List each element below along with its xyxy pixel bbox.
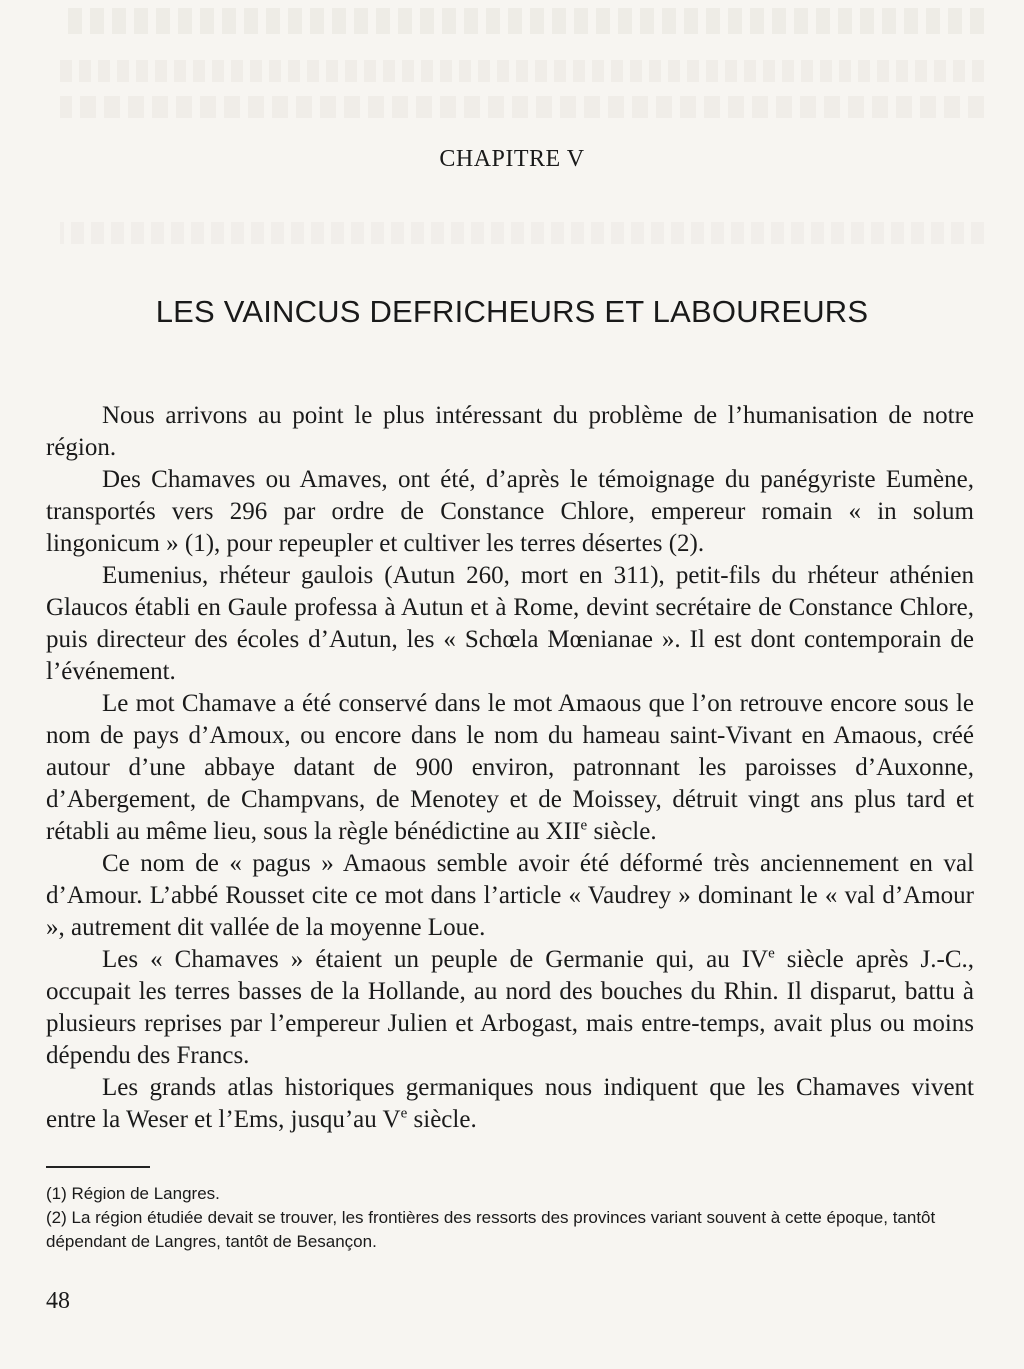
paragraph (46, 400, 974, 464)
paragraph-text: Ce nom de « pagus » Amaous semble avoir été déformé très anciennement en val d’Amour. L’abbé Rousset cite ce mot dans l’article « Vaudrey » dominant le « val d’Amour », autrement dit vallée de la moyenne Loue. (46, 850, 974, 941)
show-through-texture (60, 8, 984, 34)
paragraph-text: Nous arrivons au point le plus intéressant du problème de l’humanisation de notre région. (46, 402, 974, 461)
paragraph (46, 688, 974, 848)
show-through-texture (60, 60, 984, 82)
paragraph-text: Eumenius, rhéteur gaulois (Autun 260, mort en 311), petit-fils du rhéteur athénien Glaucos établi en Gaule professa à Autun et à Rome, devint secrétaire de Constance Chlore, puis directeur des écoles d’Autun, les « Schœla Mœnianae ». Il est dont contemporain de l’événement. (46, 562, 974, 685)
footnotes (46, 1182, 980, 1254)
superscript: e (768, 945, 775, 962)
superscript: e (580, 817, 588, 834)
paragraph (46, 1072, 974, 1136)
paragraph-text: Les grands atlas historiques germaniques nous indiquent que les Chamaves vivent entre la Weser et l’Ems, jusqu’au V (46, 1074, 974, 1133)
paragraph (46, 464, 974, 560)
body-text (46, 400, 974, 1136)
page-number: 48 (46, 1288, 70, 1314)
paragraph-text: Le mot Chamave a été conservé dans le mot Amaous que l’on retrouve encore sous le nom de pays d’Amoux, ou encore dans le nom du hameau saint-Vivant en Amaous, créé autour d’une abbaye datant de 900 environ, patronnant les paroisses d’Auxonne, d’Abergement, de Champvans, de Menotey et de Moissey, détruit vingt ans plus tard et rétabli au même lieu, sous la règle bénédictine au XII (46, 690, 974, 845)
paragraph (46, 848, 974, 944)
chapter-title: LES VAINCUS DEFRICHEURS ET LABOUREURS (155, 294, 869, 329)
footnote-divider (46, 1166, 150, 1168)
show-through-texture (60, 96, 984, 118)
paragraph (46, 944, 974, 1072)
paragraph-text: Les « Chamaves » étaient un peuple de Germanie qui, au IV (102, 946, 769, 973)
show-through-texture (60, 222, 984, 244)
paragraph-text: siècle. (407, 1106, 477, 1133)
paragraph-text: siècle après J.-C., occupait les terres basses de la Hollande, au nord des bouches du Rhin. Il disparut, battu à plusieurs reprises par l’empereur Julien et Arbogast, mais entre-temps, avait plus ou moins dépendu des Francs. (46, 946, 974, 1069)
footnote: (1) Région de Langres. (46, 1184, 220, 1203)
paragraph-text: siècle. (587, 818, 657, 845)
paragraph-text: Des Chamaves ou Amaves, ont été, d’après le témoignage du panégyriste Eumène, transportés vers 296 par ordre de Constance Chlore, empereur romain « in solum lingonicum » (1), pour repeupler et cultiver les terres désertes (2). (46, 466, 974, 557)
paragraph (46, 560, 974, 688)
superscript: e (400, 1105, 408, 1122)
footnote: (2) La région étudiée devait se trouver, les frontières des ressorts des provinces variant souvent à cette époque, tantôt dépendant de Langres, tantôt de Besançon. (46, 1208, 936, 1251)
chapter-heading: CHAPITRE V (439, 146, 585, 172)
